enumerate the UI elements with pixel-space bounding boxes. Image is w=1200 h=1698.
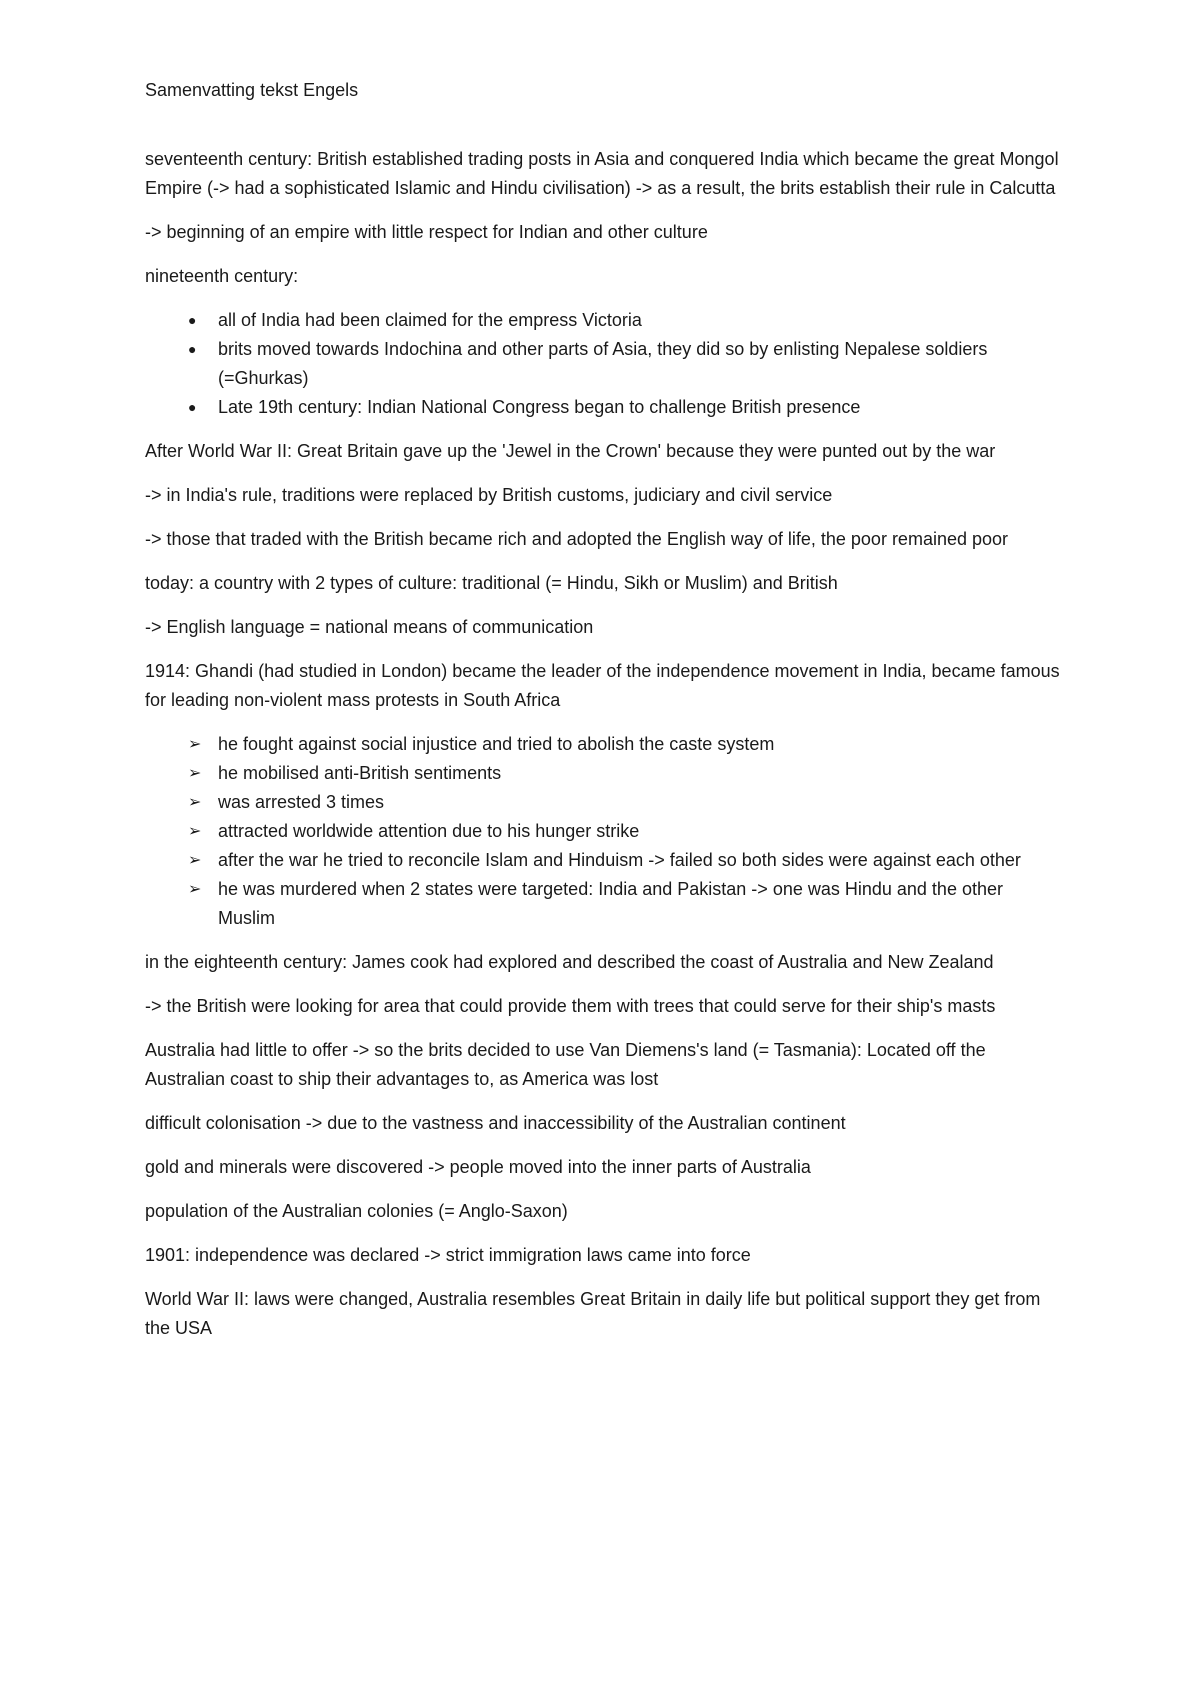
paragraph-independence-1901: 1901: independence was declared -> strict immigration laws came into force (145, 1245, 751, 1265)
list-item (188, 306, 1060, 335)
arrow-bullet-icon: ➢ (188, 823, 202, 840)
arrow-list (145, 730, 1060, 933)
paragraph-today: today: a country with 2 types of culture: traditional (= Hindu, Sikh or Muslim) and British (145, 573, 838, 593)
arrow-bullet-icon: ➢ (188, 881, 202, 898)
paragraph-seventeenth-century: seventeenth century: British established trading posts in Asia and conquered India which became the great Mongol Empire (-> had a sophisticated Islamic and Hindu civilisation) -> as a result, the brits establish their rule in Calcutta (145, 149, 1059, 198)
arrow-bullet-icon: ➢ (188, 852, 202, 869)
arrow-bullet-icon: ➢ (188, 794, 202, 811)
bullet-icon: ● (188, 399, 197, 415)
arrow-bullet-icon: ➢ (188, 736, 202, 753)
list-item-text: brits moved towards Indochina and other parts of Asia, they did so by enlisting Nepalese soldiers (=Ghurkas) (218, 339, 988, 388)
bullet-icon: ● (188, 341, 197, 357)
list-item-text: after the war he tried to reconcile Islam and Hinduism -> failed so both sides were against each other (218, 850, 1021, 870)
list-item (188, 730, 1060, 759)
list-item-text: attracted worldwide attention due to his hunger strike (218, 821, 640, 841)
list-item (188, 846, 1060, 875)
document-header: Samenvatting tekst Engels (145, 80, 359, 100)
paragraph-wwii-australia: World War II: laws were changed, Australia resembles Great Britain in daily life but political support they get from the USA (145, 1289, 1041, 1338)
paragraph-gold-minerals: gold and minerals were discovered -> people moved into the inner parts of Australia (145, 1157, 811, 1177)
list-item-text: he mobilised anti-British sentiments (218, 763, 502, 783)
list-item-text: he was murdered when 2 states were targeted: India and Pakistan -> one was Hindu and the other Muslim (218, 879, 1003, 928)
list-item-text: all of India had been claimed for the empress Victoria (218, 310, 642, 330)
list-item (188, 817, 1060, 846)
paragraph-traders: -> those that traded with the British became rich and adopted the English way of life, the poor remained poor (145, 529, 1009, 549)
list-item (188, 393, 1060, 422)
list-item-text: was arrested 3 times (218, 792, 385, 812)
bullet-list (145, 306, 1060, 422)
paragraph-after-wwii: After World War II: Great Britain gave up the 'Jewel in the Crown' because they were punted out by the war (145, 441, 996, 461)
paragraph-nineteenth-century: nineteenth century: (145, 266, 299, 286)
paragraph-difficult-colonisation: difficult colonisation -> due to the vastness and inaccessibility of the Australian continent (145, 1113, 846, 1133)
list-item-text: he fought against social injustice and tried to abolish the caste system (218, 734, 775, 754)
list-item (188, 759, 1060, 788)
list-item-text: Late 19th century: Indian National Congress began to challenge British presence (218, 397, 861, 417)
bullet-icon: ● (188, 312, 197, 328)
paragraph-eighteenth-century: in the eighteenth century: James cook had explored and described the coast of Australia and New Zealand (145, 952, 994, 972)
paragraph-tasmania: Australia had little to offer -> so the brits decided to use Van Diemens's land (= Tasmania): Located off the Australian coast to ship their advantages to, as America was lost (145, 1040, 986, 1089)
list-item (188, 335, 1060, 393)
paragraph-ship-masts: -> the British were looking for area that could provide them with trees that could serve for their ship's masts (145, 996, 996, 1016)
list-item (188, 788, 1060, 817)
list-item (188, 875, 1060, 933)
paragraph-empire-beginning: -> beginning of an empire with little respect for Indian and other culture (145, 222, 708, 242)
paragraph-india-rule: -> in India's rule, traditions were replaced by British customs, judiciary and civil service (145, 485, 833, 505)
paragraph-population: population of the Australian colonies (= Anglo-Saxon) (145, 1201, 568, 1221)
arrow-bullet-icon: ➢ (188, 765, 202, 782)
paragraph-ghandi: 1914: Ghandi (had studied in London) became the leader of the independence movement in India, became famous for leading non-violent mass protests in South Africa (145, 661, 1060, 710)
paragraph-english-language: -> English language = national means of communication (145, 617, 594, 637)
